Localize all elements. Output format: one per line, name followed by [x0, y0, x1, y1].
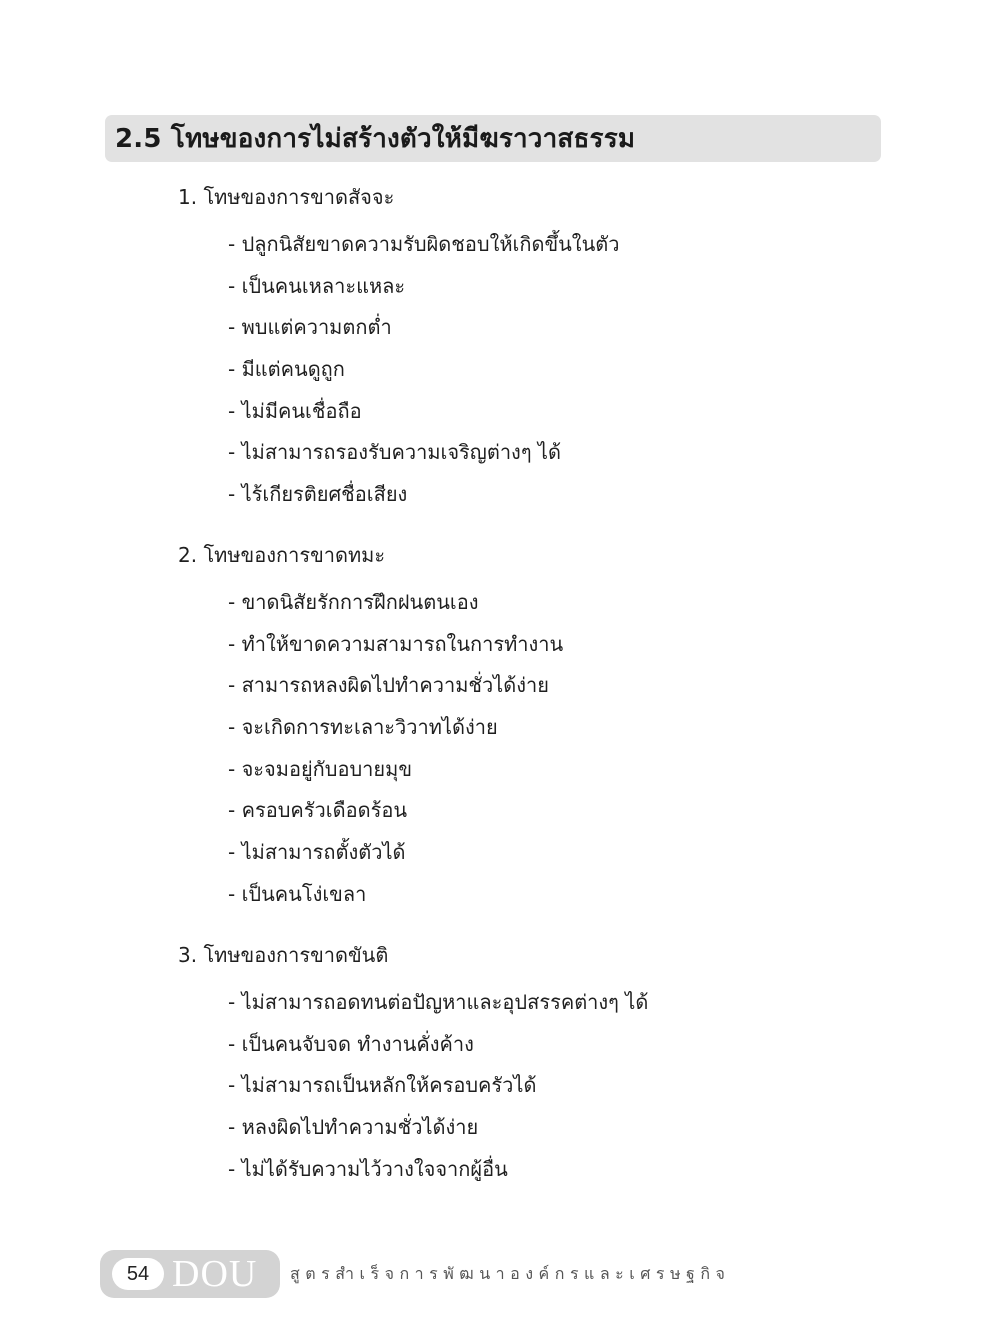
- section-title: 2.5 โทษของการไม่สร้างตัวให้มีฆราวาสธรรม: [115, 124, 636, 154]
- section-header: [105, 115, 881, 162]
- list-item: - ไร้เกียรติยศชื่อเสียง: [228, 482, 408, 507]
- footer-caption: สูตรสำเร็จการพัฒนาองค์กรและเศรษฐกิจ: [290, 1264, 731, 1283]
- list-item: - ไม่สามารถเป็นหลักให้ครอบครัวได้: [228, 1073, 537, 1098]
- list-item: - เป็นคนจับจด ทำงานคั่งค้าง: [228, 1031, 474, 1056]
- list-item: - ไม่สามารถอดทนต่อปัญหาและอุปสรรคต่างๆ ได้: [228, 990, 649, 1014]
- group-truthfulness: [178, 182, 898, 521]
- footer-badge: [100, 1250, 280, 1298]
- list-item: - มีแต่คนดูถูก: [228, 357, 345, 382]
- group-heading: 1. โทษของการขาดสัจจะ: [178, 185, 395, 209]
- list-item: - เป็นคนเหลาะแหละ: [228, 273, 406, 298]
- page-number: 54: [112, 1258, 164, 1290]
- group-self-control: [178, 540, 898, 921]
- list-item: - จะเกิดการทะเลาะวิวาทได้ง่าย: [228, 715, 498, 740]
- bullet-list: [178, 229, 898, 521]
- list-item: - ไม่สามารถรองรับความเจริญต่างๆ ได้: [228, 440, 561, 465]
- list-item: - ขาดนิสัยรักการฝึกฝนตนเอง: [228, 590, 479, 614]
- bullet-list: [178, 587, 898, 921]
- page-footer: [100, 1250, 900, 1298]
- bullet-list: [178, 987, 898, 1195]
- list-item: - ปลูกนิสัยขาดความรับผิดชอบให้เกิดขึ้นในตัว: [228, 232, 620, 256]
- group-heading: 2. โทษของการขาดทมะ: [178, 543, 386, 567]
- list-item: - เป็นคนโง่เขลา: [228, 881, 367, 906]
- dou-logo: DOU: [172, 1253, 258, 1295]
- list-item: - พบแต่ความตกต่ำ: [228, 315, 392, 340]
- list-item: - ทำให้ขาดความสามารถในการทำงาน: [228, 631, 564, 656]
- list-item: - ครอบครัวเดือดร้อน: [228, 798, 408, 823]
- list-item: - ไม่สามารถตั้งตัวได้: [228, 840, 406, 865]
- list-item: - ไม่มีคนเชื่อถือ: [228, 398, 362, 423]
- group-heading: 3. โทษของการขาดขันติ: [178, 943, 389, 967]
- group-patience: [178, 940, 898, 1195]
- list-item: - สามารถหลงผิดไปทำความชั่วได้ง่าย: [228, 673, 549, 698]
- list-item: - จะจมอยู่กับอบายมุข: [228, 756, 412, 781]
- list-item: - ไม่ได้รับความไว้วางใจจากผู้อื่น: [228, 1156, 508, 1181]
- list-item: - หลงผิดไปทำความชั่วได้ง่าย: [228, 1115, 479, 1140]
